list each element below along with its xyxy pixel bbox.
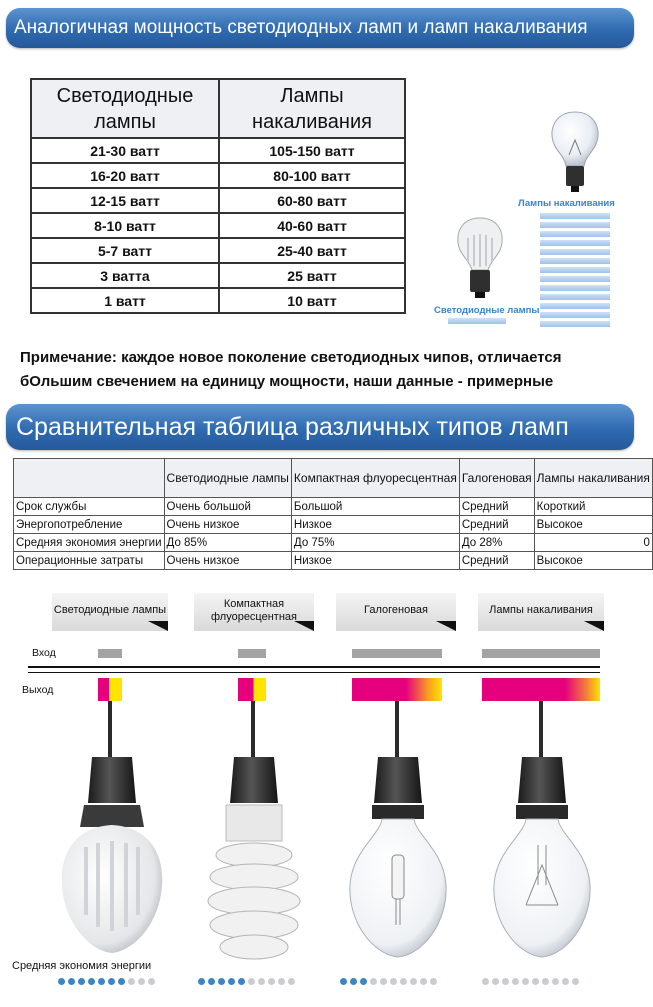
savings-dot-empty	[128, 978, 135, 985]
savings-dot-filled	[340, 978, 347, 985]
row-label: Срок службы	[14, 498, 165, 516]
cell: Средний	[459, 516, 534, 534]
incandescent-bars	[540, 213, 610, 327]
savings-dot-empty	[430, 978, 437, 985]
savings-dot-filled	[88, 978, 95, 985]
flag-marker	[436, 621, 456, 631]
savings-dots-led	[58, 978, 155, 985]
cfl-bulb-icon	[198, 755, 310, 965]
savings-dot-filled	[78, 978, 85, 985]
table-row	[14, 498, 653, 516]
cell: Короткий	[534, 498, 652, 516]
cell: 105-150 ватт	[219, 138, 405, 163]
cell: Большой	[291, 498, 459, 516]
savings-dots-halogen	[340, 978, 437, 985]
led-bars	[448, 318, 506, 324]
halogen-bulb-icon	[342, 755, 454, 965]
header-incandescent: Лампы накаливания	[534, 459, 652, 498]
cell: Низкое	[291, 516, 459, 534]
savings-dot-empty	[552, 978, 559, 985]
savings-dot-empty	[370, 978, 377, 985]
savings-dot-filled	[108, 978, 115, 985]
savings-label: Средняя экономия энергии	[12, 960, 152, 972]
led-illustration-label: Светодиодные лампы	[434, 305, 540, 316]
savings-dot-filled	[350, 978, 357, 985]
cell: 80-100 ватт	[219, 163, 405, 188]
led-bulb-icon	[458, 218, 502, 298]
header-halogen: Галогеновая	[459, 459, 534, 498]
cell: 5-7 ватт	[31, 238, 219, 263]
savings-dot-filled	[228, 978, 235, 985]
row-label: Энергопотребление	[14, 516, 165, 534]
cell: 1 ватт	[31, 288, 219, 313]
table-row	[14, 552, 653, 570]
incandescent-bulb-icon	[486, 755, 598, 965]
input-bar-led	[98, 649, 122, 658]
cord	[251, 701, 255, 761]
output-bar-halogen	[352, 678, 442, 701]
savings-dot-empty	[288, 978, 295, 985]
output-bar-cfl	[238, 678, 266, 701]
type-header-cfl: Компактная флуоресцентная	[194, 593, 314, 631]
cord	[108, 701, 112, 761]
savings-dot-filled	[218, 978, 225, 985]
cell: До 28%	[459, 534, 534, 552]
table-row	[14, 516, 653, 534]
table-row	[31, 188, 405, 213]
lamp-comparison-table	[13, 458, 653, 570]
savings-dots-incandescent	[482, 978, 579, 985]
table-row	[31, 288, 405, 313]
savings-dot-empty	[562, 978, 569, 985]
incandescent-illustration-label: Лампы накаливания	[518, 198, 615, 209]
table-header-row	[31, 79, 405, 138]
header-led: Светодиодные лампы	[164, 459, 291, 498]
table-row	[31, 263, 405, 288]
savings-dot-empty	[532, 978, 539, 985]
savings-dot-empty	[148, 978, 155, 985]
header-cfl: Компактная флуоресцентная	[291, 459, 459, 498]
savings-dot-filled	[98, 978, 105, 985]
savings-dot-filled	[68, 978, 75, 985]
savings-dots-cfl	[198, 978, 295, 985]
savings-dot-empty	[268, 978, 275, 985]
savings-dot-empty	[410, 978, 417, 985]
incandescent-bulb-icon	[552, 112, 598, 192]
table-row	[31, 238, 405, 263]
title-banner-comparison: Сравнительная таблица различных типов ламп	[6, 404, 634, 450]
output-label: Выход	[22, 684, 54, 696]
flag-marker	[148, 621, 168, 631]
savings-dot-empty	[482, 978, 489, 985]
savings-dot-empty	[258, 978, 265, 985]
cell: 10 ватт	[219, 288, 405, 313]
output-bar-incandescent	[482, 678, 600, 701]
table-row	[31, 213, 405, 238]
savings-dot-empty	[138, 978, 145, 985]
cell: 12-15 ватт	[31, 188, 219, 213]
title-banner-power: Аналогичная мощность светодиодных ламп и ламп накаливания	[6, 8, 634, 48]
cord	[395, 701, 399, 761]
cell: 25 ватт	[219, 263, 405, 288]
header-led: Светодиодные лампы	[31, 79, 219, 138]
cell: До 85%	[164, 534, 291, 552]
cell: Очень низкое	[164, 516, 291, 534]
led-bulb-icon	[54, 755, 170, 965]
cell: 25-40 ватт	[219, 238, 405, 263]
savings-dot-filled	[238, 978, 245, 985]
savings-dot-filled	[360, 978, 367, 985]
savings-dot-filled	[198, 978, 205, 985]
cell: Высокое	[534, 516, 652, 534]
power-equivalence-table	[30, 78, 406, 314]
savings-dot-empty	[390, 978, 397, 985]
cell: Средний	[459, 552, 534, 570]
savings-dot-filled	[58, 978, 65, 985]
table-header-row	[14, 459, 653, 498]
savings-dot-empty	[278, 978, 285, 985]
note-text: Примечание: каждое новое поколение светодиодных чипов, отличается бОльшим свечением на единицу мощности, наши данные - примерные	[20, 349, 562, 390]
divider-line	[28, 666, 600, 668]
savings-dot-empty	[420, 978, 427, 985]
savings-dot-empty	[512, 978, 519, 985]
table-row	[31, 138, 405, 163]
flag-marker	[584, 621, 604, 631]
savings-dot-empty	[542, 978, 549, 985]
type-header-halogen: Галогеновая	[336, 593, 456, 631]
savings-dot-filled	[208, 978, 215, 985]
cell: Очень низкое	[164, 552, 291, 570]
cell: Очень большой	[164, 498, 291, 516]
input-bar-incandescent	[482, 649, 600, 658]
savings-dot-empty	[400, 978, 407, 985]
row-label: Средняя экономия энергии	[14, 534, 165, 552]
savings-dot-filled	[118, 978, 125, 985]
cell: Высокое	[534, 552, 652, 570]
divider-line	[28, 672, 600, 673]
cell: 8-10 ватт	[31, 213, 219, 238]
row-label: Операционные затраты	[14, 552, 165, 570]
flag-marker	[294, 621, 314, 631]
input-bar-halogen	[352, 649, 442, 658]
header-incandescent: Лампы накаливания	[219, 79, 405, 138]
type-header-incandescent: Лампы накаливания	[478, 593, 604, 631]
power-comparison-illustration	[420, 100, 625, 335]
cell: 3 ватта	[31, 263, 219, 288]
input-bar-cfl	[238, 649, 266, 658]
cord	[539, 701, 543, 761]
header-empty	[14, 459, 165, 498]
type-header-led: Светодиодные лампы	[52, 593, 168, 631]
cell: 16-20 ватт	[31, 163, 219, 188]
table-row	[31, 163, 405, 188]
cell: 0	[534, 534, 652, 552]
output-bar-led	[98, 678, 122, 701]
savings-dot-empty	[572, 978, 579, 985]
table-row	[14, 534, 653, 552]
savings-dot-empty	[502, 978, 509, 985]
input-label: Вход	[32, 647, 56, 659]
cell: 21-30 ватт	[31, 138, 219, 163]
savings-dot-empty	[380, 978, 387, 985]
savings-dot-empty	[248, 978, 255, 985]
savings-dot-empty	[522, 978, 529, 985]
cell: Низкое	[291, 552, 459, 570]
cell: До 75%	[291, 534, 459, 552]
cell: 60-80 ватт	[219, 188, 405, 213]
savings-dot-empty	[492, 978, 499, 985]
cell: Средний	[459, 498, 534, 516]
cell: 40-60 ватт	[219, 213, 405, 238]
